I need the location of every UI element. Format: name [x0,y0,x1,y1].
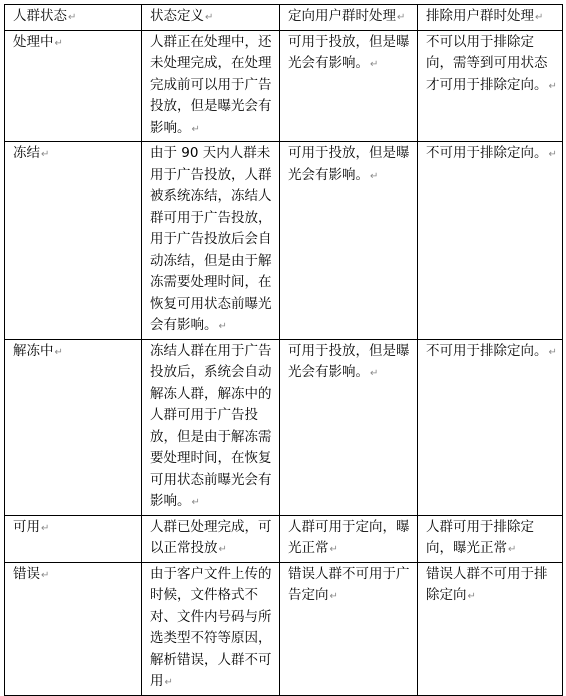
header-targeting-handling: 定向用户群时处理↵ [280,5,418,31]
cell-status: 可用↵ [5,515,142,562]
cell-definition: 人群正在处理中，还未处理完成，在处理完成前可以用于广告投放，但是曝光会有影响。↵ [142,30,280,142]
cell-definition: 由于 90 天内人群未用于广告投放，人群被系统冻结，冻结人群可用于广告投放，用于广告投放后会自动冻结，但是由于解冻需要处理时间，在恢复可用状态前曝光会有影响。↵ [142,142,280,340]
header-status-definition: 状态定义↵ [142,5,280,31]
cell-targeting: 错误人群不可用于广告定向↵ [280,562,418,695]
paragraph-mark-icon: ↵ [329,591,338,602]
paragraph-mark-icon: ↵ [68,12,77,23]
cell-definition: 人群已处理完成，可以正常投放↵ [142,515,280,562]
paragraph-mark-icon: ↵ [548,346,557,358]
paragraph-mark-icon: ↵ [370,368,379,379]
paragraph-mark-icon: ↵ [205,12,214,23]
paragraph-mark-icon: ↵ [191,497,200,508]
table-header-row [5,5,563,31]
cell-exclusion: 人群可用于排除定向，曝光正常↵ [418,515,563,562]
cell-targeting: 可用于投放，但是曝光会有影响。↵ [280,339,418,515]
paragraph-mark-icon: ↵ [370,170,379,182]
paragraph-mark-icon: ↵ [218,544,227,555]
paragraph-mark-icon: ↵ [41,149,50,160]
table-row [5,30,563,142]
paragraph-mark-icon: ↵ [535,12,544,23]
paragraph-mark-icon: ↵ [548,80,557,92]
table-row [5,339,563,515]
cell-exclusion: 不可用于排除定向。↵ [418,339,563,515]
cell-status: 错误↵ [5,562,142,695]
paragraph-mark-icon: ↵ [41,569,50,581]
paragraph-mark-icon: ↵ [397,12,406,23]
paragraph-mark-icon: ↵ [548,149,557,160]
paragraph-mark-icon: ↵ [191,123,200,135]
header-audience-status: 人群状态↵ [5,5,142,31]
cell-status: 解冻中↵ [5,339,142,515]
paragraph-mark-icon: ↵ [329,544,338,555]
cell-definition: 冻结人群在用于广告投放后，系统会自动解冻人群，解冻中的人群可用于广告投放，但是由于解冻需要处理时间，在恢复可用状态前曝光会有影响。↵ [142,339,280,515]
table-row [5,142,563,340]
cell-definition: 由于客户文件上传的时候，文件格式不对、文件内号码与所选类型不符等原因，解析错误，人群不可用↵ [142,562,280,695]
paragraph-mark-icon: ↵ [54,346,63,358]
cell-targeting: 人群可用于定向，曝光正常↵ [280,515,418,562]
cell-targeting: 可用于投放，但是曝光会有影响。↵ [280,142,418,340]
paragraph-mark-icon: ↵ [218,321,227,332]
cell-status: 处理中↵ [5,30,142,142]
audience-status-table [4,4,563,696]
cell-exclusion: 不可以用于排除定向，需等到可用状态才可用于排除定向。↵ [418,30,563,142]
cell-targeting: 可用于投放，但是曝光会有影响。↵ [280,30,418,142]
paragraph-mark-icon: ↵ [467,591,476,602]
paragraph-mark-icon: ↵ [164,677,173,688]
paragraph-mark-icon: ↵ [508,544,517,555]
table-row [5,562,563,695]
cell-status: 冻结↵ [5,142,142,340]
paragraph-mark-icon: ↵ [370,59,379,70]
cell-exclusion: 错误人群不可用于排除定向↵ [418,562,563,695]
paragraph-mark-icon: ↵ [54,37,63,49]
table-row [5,515,563,562]
cell-exclusion: 不可用于排除定向。↵ [418,142,563,340]
header-exclusion-handling: 排除用户群时处理↵ [418,5,563,31]
paragraph-mark-icon: ↵ [41,522,50,534]
